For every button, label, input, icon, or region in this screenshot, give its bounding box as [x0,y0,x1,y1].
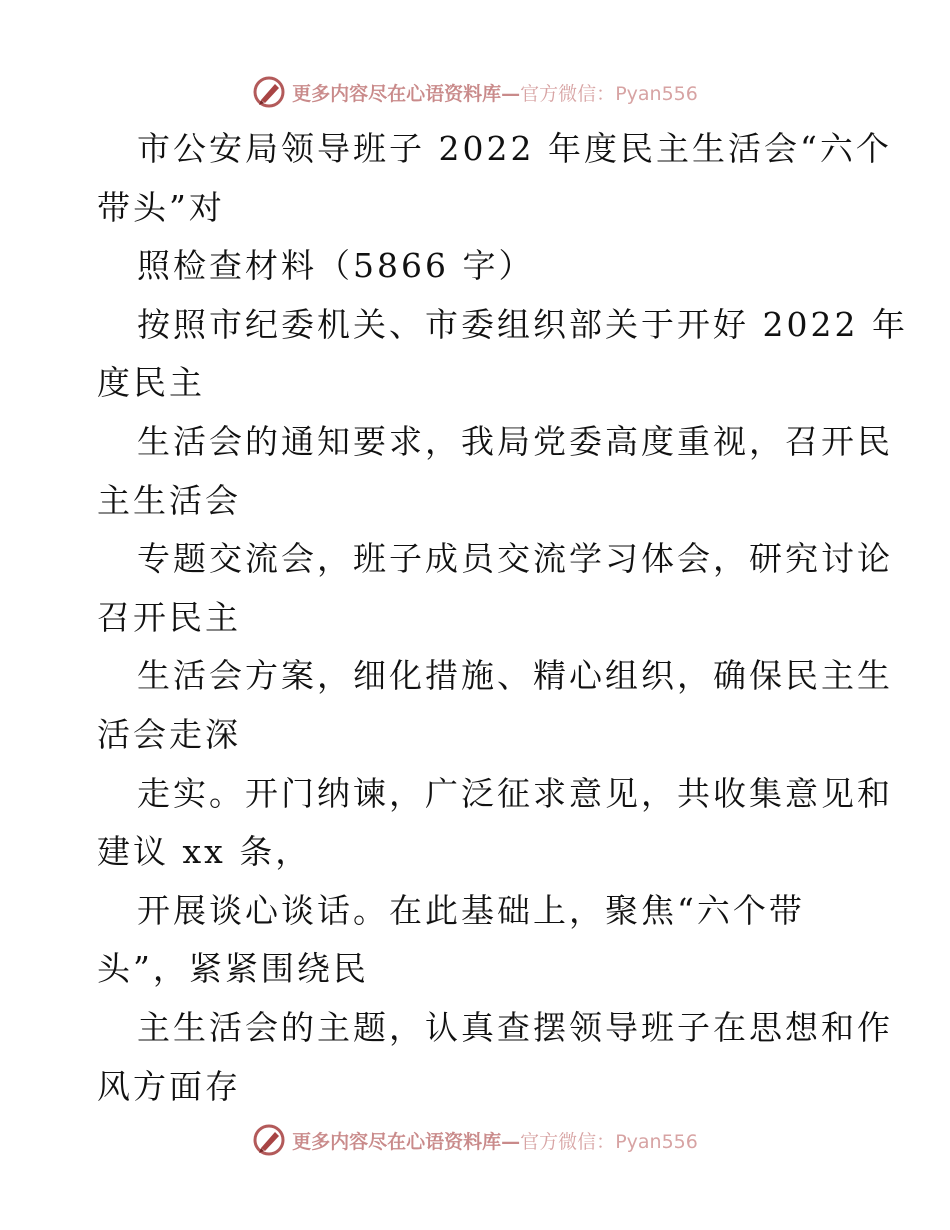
watermark-main-text: 更多内容尽在心语资料库 [292,1130,502,1153]
text-line: 按照市纪委机关、市委组织部关于开好 2022 年 [137,304,908,344]
text-line: 主生活会的主题，认真查摆领导班子在思想和作 [137,1007,893,1047]
text-line: 生活会的通知要求，我局党委高度重视，召开民 [137,421,893,461]
document-body [97,120,908,1116]
watermark-handle: Pyan556 [615,1130,698,1153]
watermark-wechat-label: 官方微信： [520,82,616,105]
text-line: 建议 xx 条， [97,832,312,872]
text-line: 召开民主 [97,597,241,637]
watermark-handle: Pyan556 [615,82,698,105]
header-watermark [0,72,950,112]
text-line: 头”，紧紧围绕民 [97,949,369,989]
text-line: 主生活会 [97,480,241,520]
watermark-wechat-label: 官方微信： [520,1130,616,1153]
text-line: 活会走深 [97,714,241,754]
text-line: 照检查材料（5866 字） [137,246,535,286]
footer-watermark [0,1120,950,1160]
text-line: 生活会方案，细化措施、精心组织，确保民主生 [137,656,893,696]
watermark-dash: — [501,1130,521,1153]
text-line: 风方面存 [97,1066,241,1106]
text-line: 度民主 [97,363,205,403]
watermark-dash: — [501,82,521,105]
pen-logo-icon [252,1123,286,1157]
text-line: 带头”对 [97,187,225,227]
watermark-main-text: 更多内容尽在心语资料库 [292,82,502,105]
text-line: 走实。开门纳谏，广泛征求意见，共收集意见和 [137,773,893,813]
pen-logo-icon [252,75,286,109]
text-line: 开展谈心谈话。在此基础上，聚焦“六个带 [137,890,805,930]
text-line: 专题交流会，班子成员交流学习体会，研究讨论 [137,539,893,579]
text-line: 市公安局领导班子 2022 年度民主生活会“六个 [137,129,892,168]
